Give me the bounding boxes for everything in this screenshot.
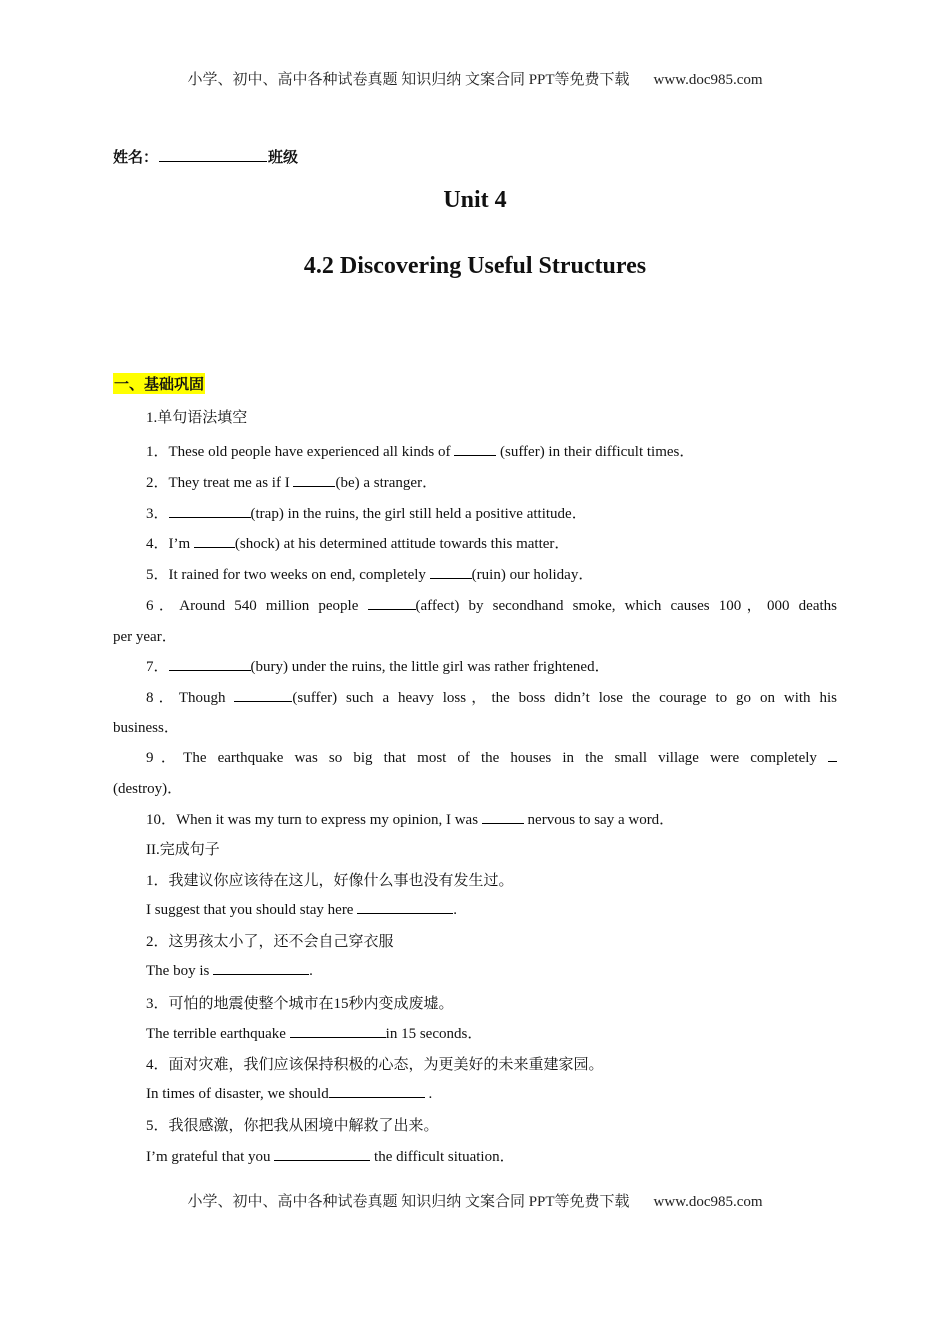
question-2	[146, 471, 437, 492]
bottom-banner	[0, 1190, 950, 1211]
sub-heading-grammar: 1.单句语法填空	[146, 410, 248, 426]
s5-blank[interactable]	[274, 1147, 370, 1161]
unit-title: Unit 4	[443, 187, 507, 213]
sentence-4-chinese: 4．面对灾难，我们应该保持积极的心态，为更美好的未来重建家园。	[146, 1057, 604, 1073]
q3-blank[interactable]	[169, 504, 251, 518]
s3-blank[interactable]	[290, 1024, 386, 1038]
sentence-5-chinese: 5．我很感激，你把我从困境中解救了出来。	[146, 1118, 439, 1134]
name-blank[interactable]	[159, 147, 267, 162]
s2-text-b: .	[309, 963, 313, 979]
sentence-4	[146, 1084, 432, 1103]
q2-text-b: (be) a stranger．	[335, 475, 438, 491]
top-banner	[0, 68, 950, 89]
q3-text-a: 3．	[146, 506, 169, 522]
sentence-3	[146, 1022, 482, 1043]
q6-blank[interactable]	[368, 596, 416, 610]
sentence-1	[146, 900, 457, 919]
s2-text-a: The boy is	[146, 963, 214, 979]
q7-text-a: 7．	[146, 659, 169, 675]
s1-text-a: I suggest that you should stay here	[146, 902, 358, 918]
banner-url-bottom[interactable]: www.doc985.com	[653, 1194, 763, 1210]
s4-text-b: .	[424, 1086, 433, 1102]
q8-text-a: 8．Though	[146, 690, 235, 706]
sentence-5	[146, 1145, 515, 1166]
s5-text-b: the difficult situation．	[370, 1149, 515, 1165]
question-5	[146, 563, 593, 584]
sentence-3-chinese: 3．可怕的地震使整个城市在15秒内变成废墟。	[146, 996, 454, 1012]
q3-text-b: (trap) in the ruins, the girl still held a positive attitude．	[250, 506, 587, 522]
q8-text-b: (suffer) such a heavy loss，the boss didn’t lose the courage to go on with his	[292, 690, 837, 706]
s4-blank[interactable]	[329, 1084, 425, 1098]
name-class-line	[113, 146, 298, 167]
q9-blank[interactable]	[828, 748, 837, 762]
banner-text-bottom: 小学、初中、高中各种试卷真题 知识归纳 文案合同 PPT等免费下载	[187, 1194, 630, 1210]
q4-text-a: 4．I’m	[146, 536, 194, 552]
q4-blank[interactable]	[194, 534, 235, 548]
question-10	[146, 808, 674, 829]
q1-blank[interactable]	[454, 442, 496, 456]
class-label: 班级	[268, 150, 299, 166]
q6-text-a: 6．Around 540 million people	[146, 598, 368, 614]
question-3	[146, 502, 587, 523]
s1-blank[interactable]	[357, 900, 453, 914]
q7-blank[interactable]	[169, 657, 251, 671]
section-heading-basic: 一、基础巩固	[113, 373, 205, 394]
q2-text-a: 2．They treat me as if I	[146, 475, 294, 491]
q5-text-b: (ruin) our holiday．	[471, 567, 594, 583]
q6-text-b: (affect) by secondhand smoke, which causes 100，000 deaths	[415, 598, 837, 614]
q1-text-b: (suffer) in their difficult times．	[496, 444, 695, 460]
question-4	[146, 532, 569, 553]
sub-heading-sentences: II.完成句子	[146, 842, 220, 858]
q8-blank[interactable]	[234, 688, 292, 702]
question-7	[146, 655, 610, 676]
question-6	[146, 594, 837, 615]
question-9	[146, 746, 837, 767]
question-1	[146, 440, 694, 461]
name-label: 姓名：	[113, 150, 159, 166]
q4-text-b: (shock) at his determined attitude towards this matter．	[234, 536, 570, 552]
s2-blank[interactable]	[213, 961, 309, 975]
s3-text-a: The terrible earthquake	[146, 1026, 290, 1042]
s1-text-b: .	[453, 902, 457, 918]
q2-blank[interactable]	[293, 473, 335, 487]
s5-text-a: I’m grateful that you	[146, 1149, 275, 1165]
q10-blank[interactable]	[482, 810, 524, 824]
question-6-continued: per year．	[113, 629, 177, 645]
q1-text-a: 1．These old people have experienced all kinds of	[146, 444, 455, 460]
sentence-2-chinese: 2．这男孩太小了，还不会自己穿衣服	[146, 934, 394, 950]
question-9-continued: (destroy)．	[113, 781, 183, 797]
banner-url[interactable]: www.doc985.com	[653, 72, 763, 88]
q5-text-a: 5．It rained for two weeks on end, completely	[146, 567, 430, 583]
question-8	[146, 686, 837, 707]
q7-text-b: (bury) under the ruins, the little girl was rather frightened．	[250, 659, 610, 675]
sentence-1-chinese: 1．我建议你应该待在这儿，好像什么事也没有发生过。	[146, 873, 514, 889]
q10-text-a: 10．When it was my turn to express my opinion, I was	[146, 812, 482, 828]
s3-text-b: in 15 seconds．	[385, 1026, 483, 1042]
q10-text-b: nervous to say a word．	[523, 812, 675, 828]
banner-text: 小学、初中、高中各种试卷真题 知识归纳 文案合同 PPT等免费下载	[187, 72, 630, 88]
q5-blank[interactable]	[430, 565, 472, 579]
q9-text-a: 9．The earthquake was so big that most of the houses in the small village were completely	[146, 750, 828, 766]
question-8-continued: business．	[113, 720, 179, 736]
lesson-title: 4.2 Discovering Useful Structures	[303, 253, 647, 279]
sentence-2	[146, 961, 313, 980]
s4-text-a: In times of disaster, we should	[146, 1086, 329, 1102]
